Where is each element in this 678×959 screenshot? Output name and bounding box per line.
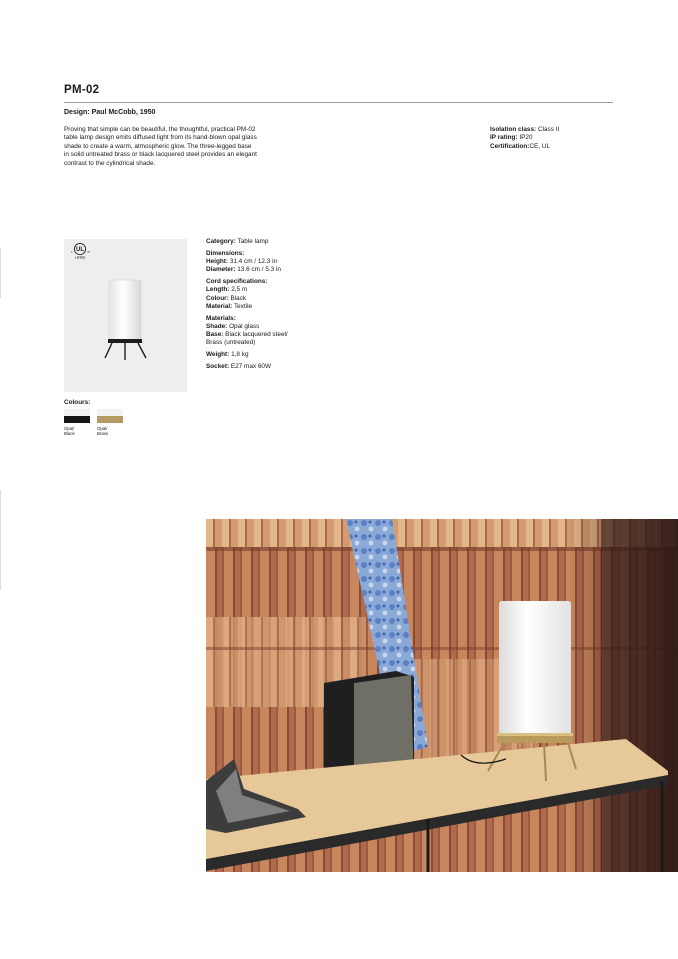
ul-listed-logo [68,242,92,260]
page-title: PM-02 [64,84,100,96]
spec-category: Category: Table lamp [206,238,269,245]
description-line: table lamp design emits diffused light from its hand-blown opal glass [64,134,257,142]
spec-height: Height: 31.4 cm / 12.3 in [206,258,278,266]
ul-logo-letters: UL [76,247,84,254]
lamp-product-image [100,278,152,362]
spec-diameter: Diameter: 13.6 cm / 5.3 in [206,266,281,274]
spec-materials-heading: Materials: [206,314,236,322]
description-line: in solid untreated brass or black lacquered steel provides an elegant [64,151,257,159]
spec-base-continued: Brass (untreated) [206,339,256,347]
product-description [64,126,319,168]
title-divider [64,102,613,103]
ul-logo-c: c [70,249,73,254]
colour-swatch-opal-brass [97,409,123,423]
spec-cord-heading: Cord specifications: [206,278,268,286]
electrical-specs [490,126,559,151]
designer-credit: Design: Paul McCobb, 1950 [64,109,156,116]
ul-logo-listed: LISTED [75,255,85,260]
description-line: contrast to the cylindrical shade. [64,159,156,167]
colour-swatch-opal-black [64,409,90,423]
spec-cord-colour: Colour: Black [206,294,247,302]
spec-socket: Socket: E27 max 60W [206,363,272,371]
spec-cord-length: Length: 2,5 m [206,286,248,294]
spec-dimensions-heading: Dimensions: [206,250,245,258]
colours-label: Colours: [64,399,91,406]
swatch-label-opal-brass: Opal/ Brass [97,426,109,436]
isolation-class: Isolation class: Class II [490,126,560,133]
page-edge-mark [0,490,1,590]
description-line: Proving that simple can be beautiful, the thoughtful, practical PM-02 [64,126,256,133]
certification: Certification:CE, UL [490,142,551,150]
description-line: shade to create a warm, atmospheric glow. The three-legged base [64,142,252,150]
ul-logo-us: us [87,249,91,254]
spec-base: Base: Black lacquered steel/ [206,330,288,338]
lifestyle-photo [206,519,678,872]
spec-weight: Weight: 1,8 kg [206,351,249,359]
spec-cord-material: Material: Textile [206,302,253,310]
ip-rating: IP rating: IP20 [490,134,533,142]
spec-shade: Shade: Opal glass [206,322,260,330]
swatch-label-opal-black: Opal/ Black [64,426,75,436]
page-edge-mark [0,248,1,298]
product-spec-list [206,238,288,375]
